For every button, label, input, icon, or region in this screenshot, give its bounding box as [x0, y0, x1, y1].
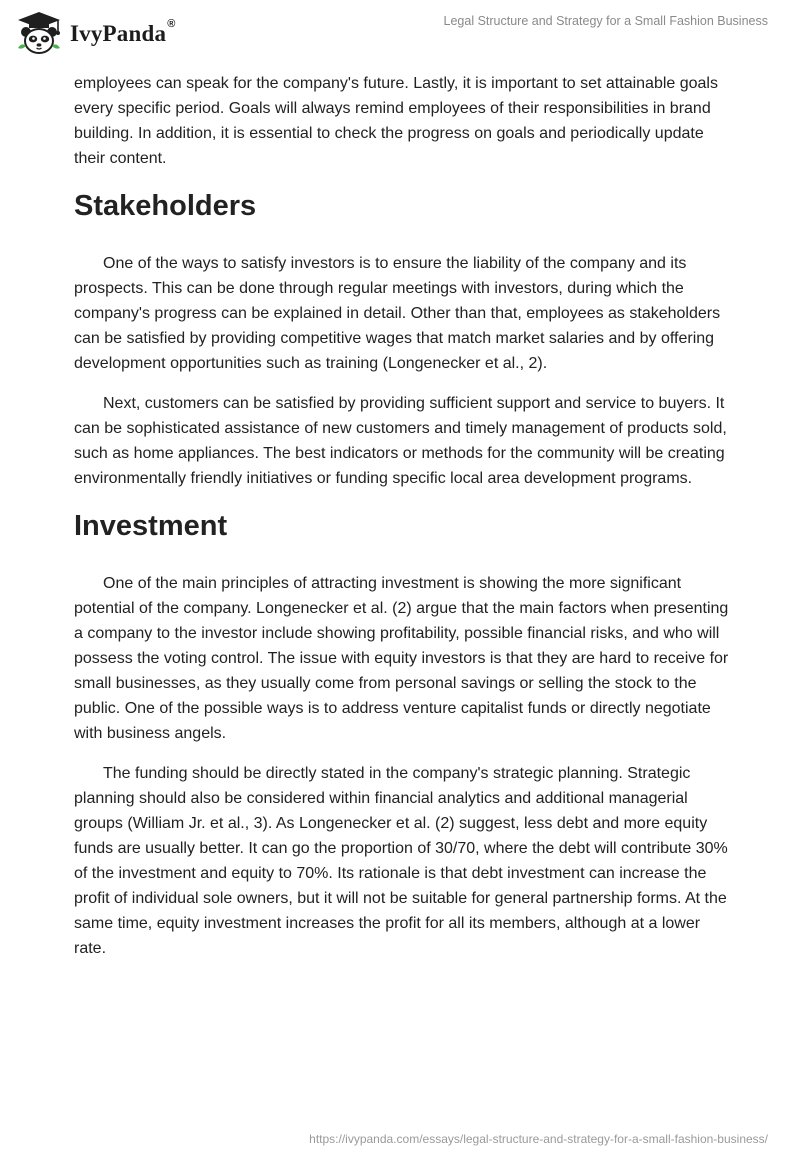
stakeholders-paragraph-1: One of the ways to satisfy investors is to ensure the liability of the company and its prospects. This can be done through regular meetings with investors, during which the company's progress can be explained in detail. Other than that, employees as stakeholders can be satisfied by providing competitive wages that match market salaries and by offering development opportunities such as training (Longenecker et al., 2).: [74, 255, 721, 372]
section-heading-investment: Investment: [74, 510, 228, 542]
page-header: [0, 0, 800, 64]
document-title: Legal Structure and Strategy for a Small Fashion Business: [443, 14, 768, 28]
investment-paragraph-2: The funding should be directly stated in the company's strategic planning. Strategic planning should also be considered within financial analytics and additional managerial groups (William Jr. et al., 3). As Longenecker et al. (2) suggest, less debt and more equity funds are usually better. It can go the proportion of 30/70, where the debt will contribute 30% of the investment and equity to 70%. Its rationale is that debt investment can increase the profit of individual sole owners, but it will not be suitable for general partnership forms. At the same time, equity investment increases the profit for all its members, although at a lower rate.: [74, 765, 728, 957]
stakeholders-paragraph-2: Next, customers can be satisfied by providing sufficient support and service to buyers. It can be sophisticated assistance of new customers and timely management of products sold, such as home appliances. The best indicators or methods for the community will be creating environmentally friendly initiatives or funding specific local area development programs.: [74, 395, 727, 487]
investment-paragraph-1: One of the main principles of attracting investment is showing the more significant potential of the company. Longenecker et al. (2) argue that the main factors when presenting a company to the investor include showing profitability, possible financial risks, and who will possess the voting control. The issue with equity investors is that they are hard to receive for small businesses, as they usually come from personal savings or selling the stock to the public. One of the possible ways is to address venture capitalist funds or directly negotiate with business angels.: [74, 575, 729, 742]
panda-graduate-icon: [14, 8, 64, 58]
logo-text: IvyPanda®: [70, 18, 176, 46]
intro-paragraph: employees can speak for the company's future. Lastly, it is important to set attainable goals every specific period. Goals will always remind employees of their responsibilities in brand building. In addition, it is essential to check the progress on goals and periodically update their content.: [74, 75, 718, 167]
section-heading-stakeholders: Stakeholders: [74, 190, 257, 222]
ivypanda-logo[interactable]: [14, 8, 176, 58]
registered-mark: ®: [167, 18, 176, 30]
essay-content: [74, 71, 734, 976]
source-url[interactable]: https://ivypanda.com/essays/legal-structure-and-strategy-for-a-small-fashion-business/: [309, 1132, 768, 1146]
